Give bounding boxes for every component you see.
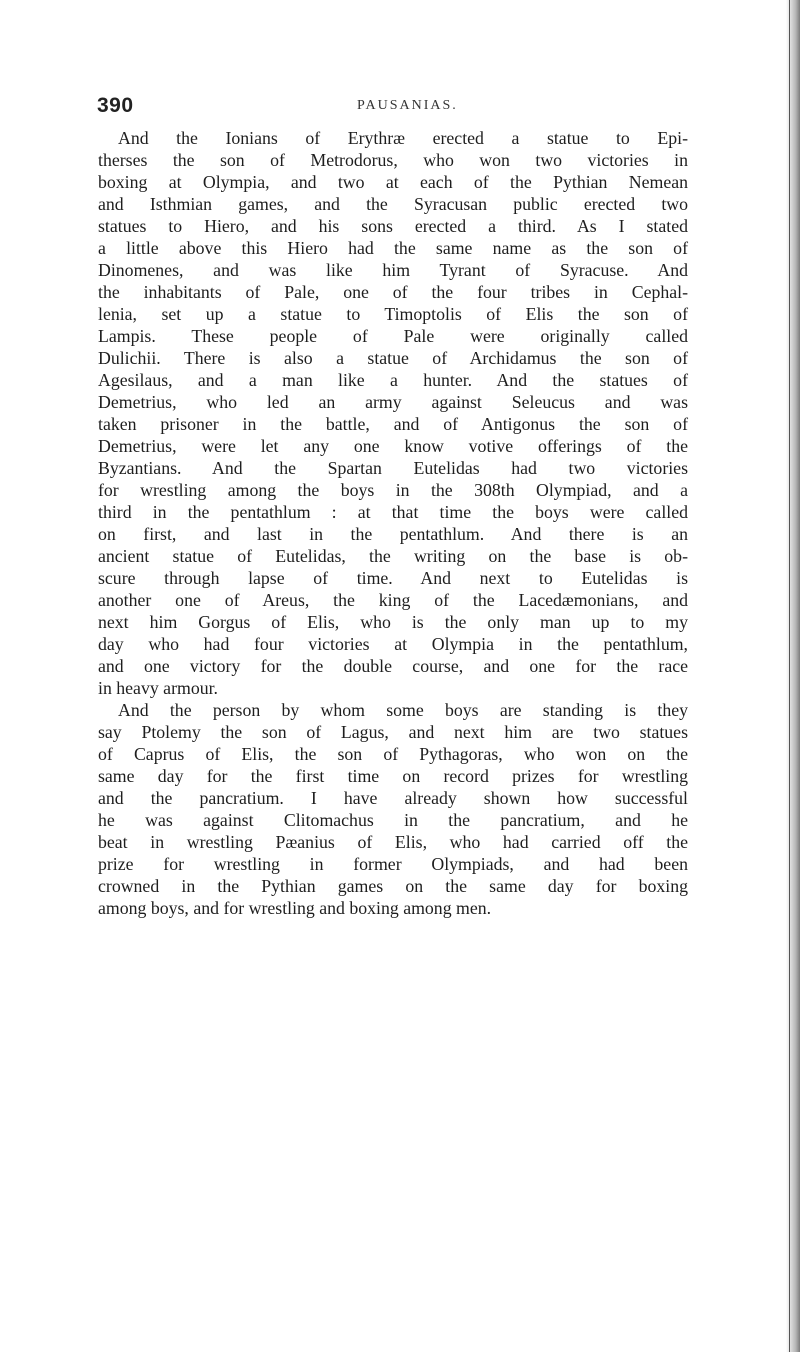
text-line: he was against Clitomachus in the pancratium, and he (98, 810, 688, 830)
text-line: beat in wrestling Pæanius of Elis, who had carried off the (98, 832, 688, 852)
text-line: scure through lapse of time. And next to Eutelidas is (98, 568, 688, 588)
text-line: same day for the first time on record prizes for wrestling (98, 766, 688, 786)
text-line: third in the pentathlum : at that time the boys were called (98, 502, 688, 522)
text-line: next him Gorgus of Elis, who is the only man up to my (98, 612, 688, 632)
text-line: And the Ionians of Erythræ erected a statue to Epi- (118, 128, 688, 148)
text-line: in heavy armour. (98, 678, 218, 698)
text-line: Agesilaus, and a man like a hunter. And the statues of (98, 370, 688, 390)
text-line: Dulichii. There is also a statue of Archidamus the son of (98, 348, 688, 368)
text-line: Demetrius, were let any one know votive offerings of the (98, 436, 688, 456)
text-line: a little above this Hiero had the same name as the son of (98, 238, 688, 258)
text-line: Byzantians. And the Spartan Eutelidas had two victories (98, 458, 688, 478)
text-line: therses the son of Metrodorus, who won two victories in (98, 150, 688, 170)
text-line: statues to Hiero, and his sons erected a third. As I stated (98, 216, 688, 236)
text-body (98, 127, 688, 919)
text-line: Dinomenes, and was like him Tyrant of Syracuse. And (98, 260, 688, 280)
text-line: of Caprus of Elis, the son of Pythagoras, who won on the (98, 744, 688, 764)
page-edge-line (789, 0, 790, 1352)
text-line: among boys, and for wrestling and boxing among men. (98, 898, 492, 918)
text-line: ancient statue of Eutelidas, the writing on the base is ob- (98, 546, 688, 566)
text-line: and the pancratium. I have already shown how successful (98, 788, 688, 808)
text-line: and Isthmian games, and the Syracusan public erected two (98, 194, 688, 214)
text-line: lenia, set up a statue to Timoptolis of Elis the son of (98, 304, 688, 324)
text-line: boxing at Olympia, and two at each of the Pythian Nemean (98, 172, 688, 192)
page-header (97, 94, 687, 118)
text-line: taken prisoner in the battle, and of Antigonus the son of (98, 414, 688, 434)
text-line: Lampis. These people of Pale were originally called (98, 326, 688, 346)
text-line: on first, and last in the pentathlum. And there is an (98, 524, 688, 544)
text-line: the inhabitants of Pale, one of the four tribes in Cephal- (98, 282, 688, 302)
text-line: And the person by whom some boys are standing is they (118, 700, 688, 720)
text-line: say Ptolemy the son of Lagus, and next him are two statues (98, 722, 688, 742)
text-line: prize for wrestling in former Olympiads, and had been (98, 854, 688, 874)
text-line: Demetrius, who led an army against Seleucus and was (98, 392, 688, 412)
text-line: another one of Areus, the king of the Lacedæmonians, and (98, 590, 688, 610)
text-line: crowned in the Pythian games on the same day for boxing (98, 876, 688, 896)
text-line: and one victory for the double course, and one for the race (98, 656, 688, 676)
text-line: for wrestling among the boys in the 308th Olympiad, and a (98, 480, 688, 500)
text-line: day who had four victories at Olympia in the pentathlum, (98, 634, 688, 654)
page-number: 390 (97, 94, 134, 117)
running-head: PAUSANIAS. (357, 98, 458, 113)
